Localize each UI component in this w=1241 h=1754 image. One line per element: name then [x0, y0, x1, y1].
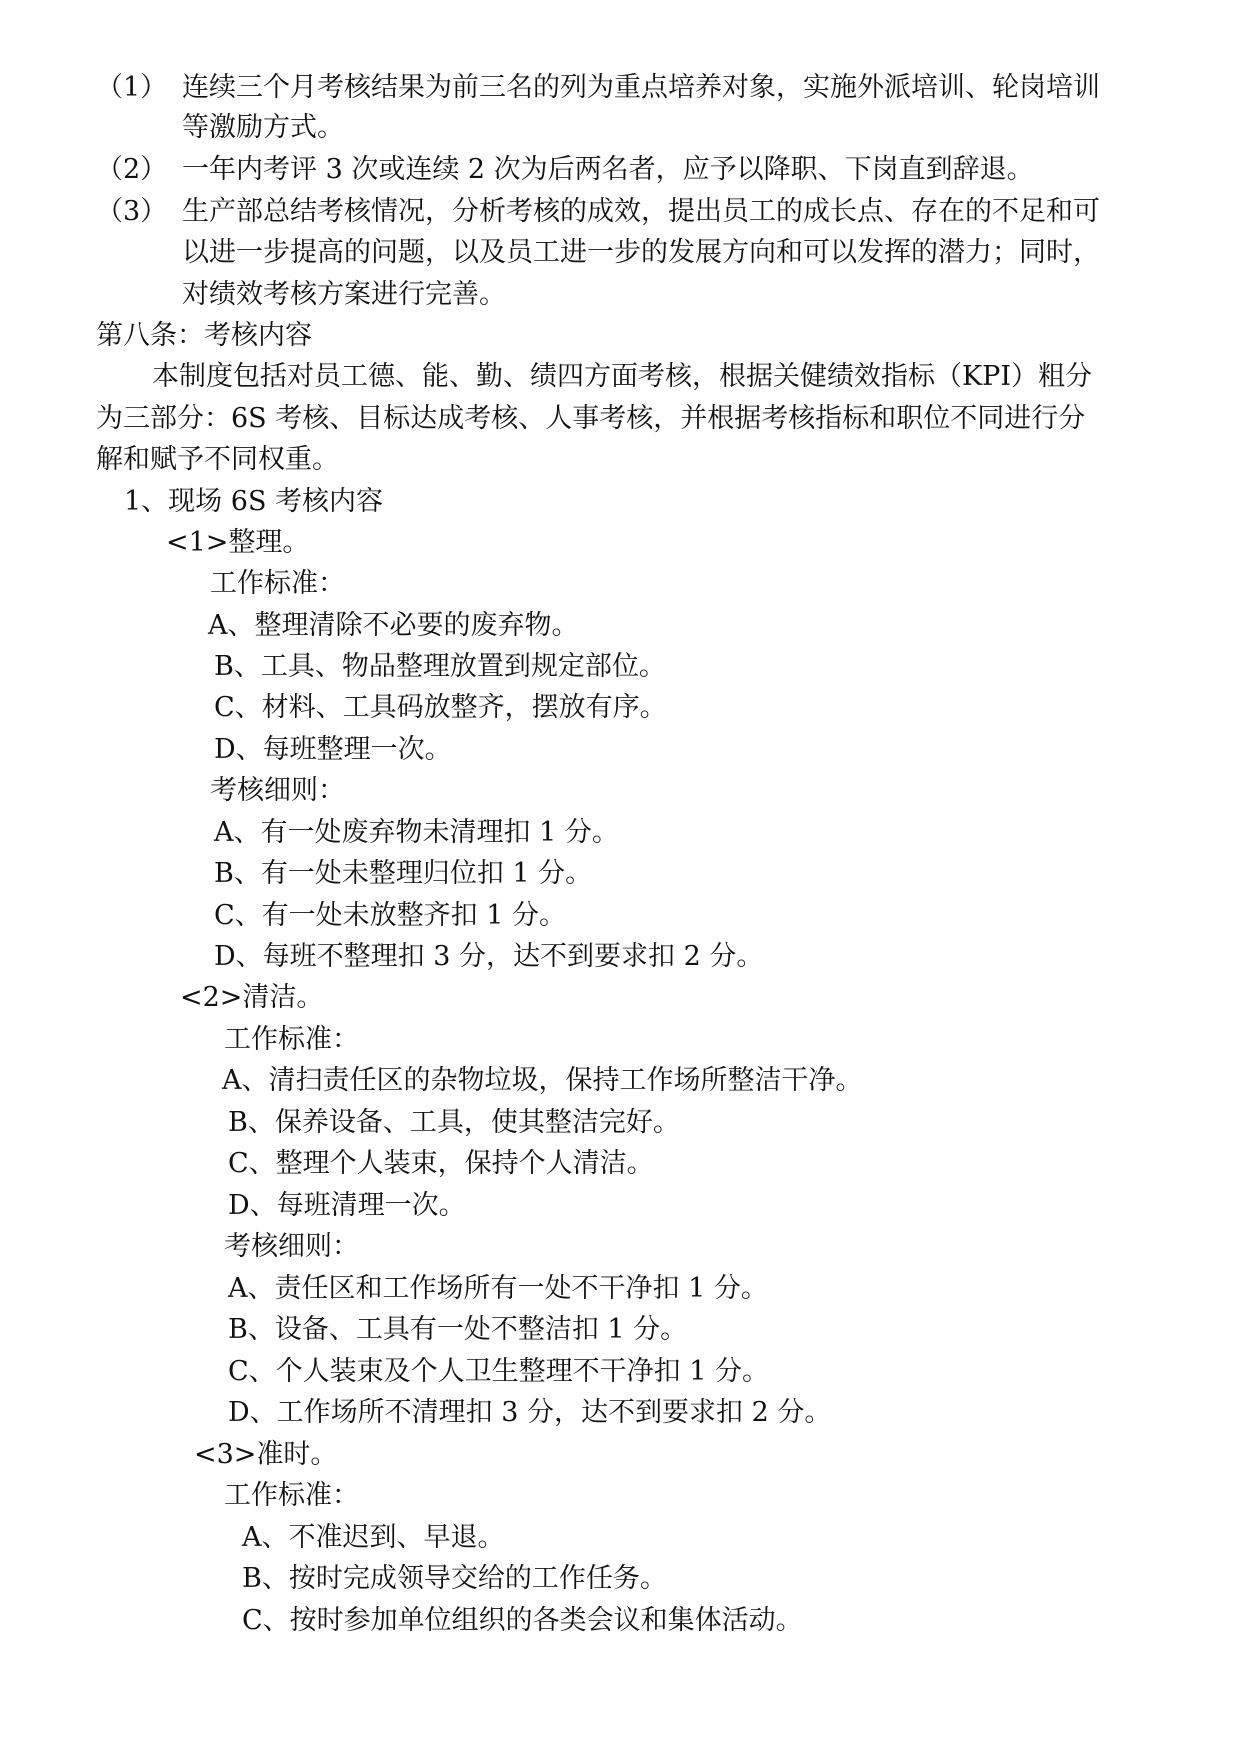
standard-label: 工作标准：	[210, 568, 345, 599]
standard-item: C、材料、工具码放整齐，摆放有序。	[214, 692, 667, 723]
subsection-title: <1>整理。	[166, 527, 310, 558]
paragraph-line: 本制度包括对员工德、能、勤、绩四方面考核，根据关健绩效指标（KPI）粗分	[152, 361, 1093, 392]
rule-label: 考核细则：	[210, 775, 345, 806]
paragraph-line: 解和赋予不同权重。	[96, 444, 339, 475]
standard-item: B、保养设备、工具，使其整洁完好。	[228, 1107, 680, 1138]
list-item	[96, 154, 1034, 186]
list-item-continuation: 等激励方式。	[182, 112, 344, 143]
list-item	[96, 196, 1100, 228]
standard-item: D、每班整理一次。	[214, 734, 452, 765]
item-number: （1）	[96, 72, 168, 103]
standard-item: C、按时参加单位组织的各类会议和集体活动。	[242, 1605, 803, 1636]
rule-item: B、有一处未整理归位扣 1 分。	[214, 858, 593, 889]
standard-item: B、工具、物品整理放置到规定部位。	[214, 651, 666, 682]
rule-item: C、个人装束及个人卫生整理不干净扣 1 分。	[228, 1356, 770, 1387]
standard-item: B、按时完成领导交给的工作任务。	[242, 1563, 667, 1594]
standard-label: 工作标准：	[224, 1480, 359, 1511]
standard-item: A、不准迟到、早退。	[242, 1522, 505, 1553]
rule-item: B、设备、工具有一处不整洁扣 1 分。	[228, 1314, 688, 1345]
rule-item: C、有一处未放整齐扣 1 分。	[214, 900, 567, 931]
standard-item: A、整理清除不必要的废弃物。	[208, 610, 579, 641]
item-number: （3）	[96, 196, 168, 227]
standard-item: A、清扫责任区的杂物垃圾，保持工作场所整洁干净。	[222, 1065, 863, 1096]
rule-label: 考核细则：	[224, 1231, 359, 1262]
list-item-continuation: 对绩效考核方案进行完善。	[182, 279, 506, 310]
article-heading: 第八条：考核内容	[96, 320, 312, 351]
rule-item: D、每班不整理扣 3 分，达不到要求扣 2 分。	[214, 941, 764, 972]
section-title: 1、现场 6S 考核内容	[124, 486, 384, 517]
standard-item: C、整理个人装束，保持个人清洁。	[228, 1148, 654, 1179]
item-text: 生产部总结考核情况，分析考核的成效，提出员工的成长点、存在的不足和可	[182, 196, 1100, 227]
list-item-continuation: 以进一步提高的问题，以及员工进一步的发展方向和可以发挥的潜力；同时，	[182, 237, 1100, 268]
list-item	[96, 72, 1100, 104]
rule-item: A、责任区和工作场所有一处不干净扣 1 分。	[228, 1273, 768, 1304]
item-number: （2）	[96, 154, 168, 185]
subsection-title: <3>准时。	[194, 1439, 338, 1470]
subsection-title: <2>清洁。	[180, 982, 324, 1013]
rule-item: A、有一处废弃物未清理扣 1 分。	[214, 817, 619, 848]
item-text: 连续三个月考核结果为前三名的列为重点培养对象，实施外派培训、轮岗培训	[182, 72, 1100, 103]
rule-item: D、工作场所不清理扣 3 分，达不到要求扣 2 分。	[228, 1397, 832, 1428]
paragraph-line: 为三部分：6S 考核、目标达成考核、人事考核，并根据考核指标和职位不同进行分	[96, 403, 1086, 434]
standard-item: D、每班清理一次。	[228, 1190, 466, 1221]
item-text: 一年内考评 3 次或连续 2 次为后两名者，应予以降职、下岗直到辞退。	[182, 154, 1034, 185]
standard-label: 工作标准：	[224, 1024, 359, 1055]
